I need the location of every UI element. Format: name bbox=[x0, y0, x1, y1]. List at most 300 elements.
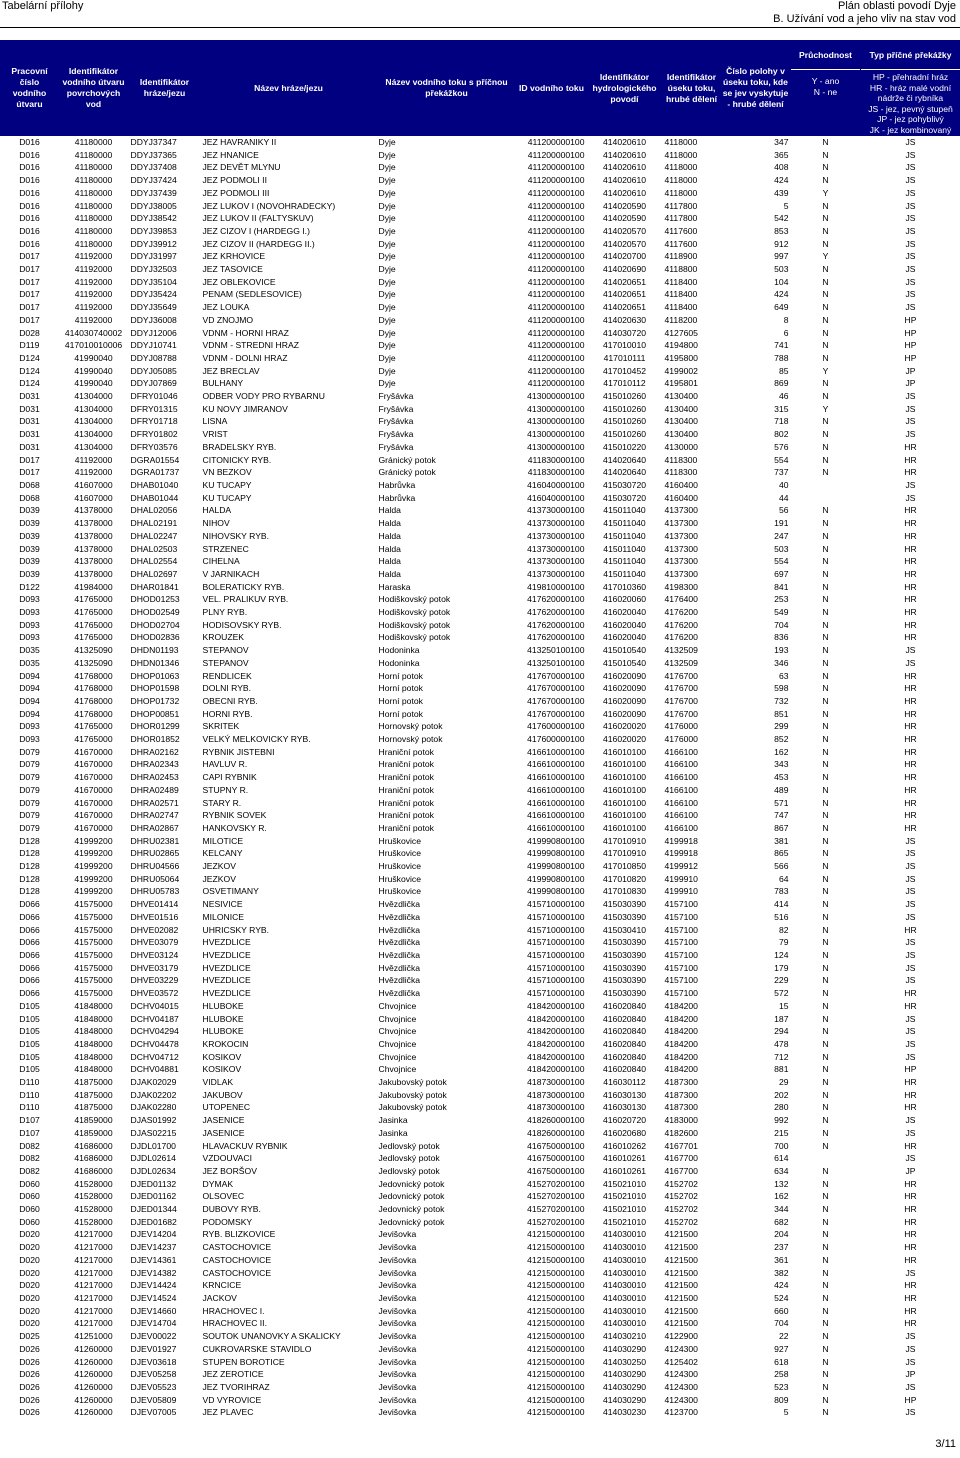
cell-dam-id: DDYJ12006 bbox=[130, 327, 177, 338]
cell-position-number: 503 bbox=[774, 543, 789, 554]
cell-work-number: D105 bbox=[19, 1038, 40, 1049]
cell-section-id: 4124300 bbox=[664, 1394, 698, 1405]
cell-water-body-id: 41260000 bbox=[74, 1369, 113, 1380]
cell-section-id: 4121500 bbox=[664, 1267, 698, 1278]
cell-dam-id: DHOP01732 bbox=[130, 695, 180, 706]
table-header-row bbox=[1, 41, 960, 136]
cell-dam-name: MILONICE bbox=[202, 911, 245, 922]
cell-dam-id: DDYJ35104 bbox=[130, 276, 177, 287]
cell-section-id: 4121500 bbox=[664, 1254, 698, 1265]
cell-passability: N bbox=[822, 594, 829, 605]
cell-watercourse-id: 412150000100 bbox=[527, 1242, 585, 1253]
cell-dam-id: DHVE03572 bbox=[130, 988, 179, 999]
cell-hydro-basin-id: 415030390 bbox=[602, 975, 646, 986]
cell-section-id: 4199910 bbox=[664, 886, 698, 897]
cell-section-id: 4130400 bbox=[664, 403, 698, 414]
cell-watercourse-id: 417620000100 bbox=[527, 619, 585, 630]
cell-hydro-basin-id: 416030130 bbox=[602, 1089, 646, 1100]
cell-position-number: 747 bbox=[774, 810, 789, 821]
cell-dam-id: DHOP01598 bbox=[130, 683, 180, 694]
cell-barrier-type: HR bbox=[904, 556, 917, 567]
cell-work-number: D016 bbox=[19, 162, 40, 173]
cell-watercourse-id: 413250100100 bbox=[527, 657, 585, 668]
cell-dam-name: STEPANOV bbox=[202, 645, 249, 656]
cell-dam-id: DHOR01852 bbox=[130, 734, 180, 745]
cell-watercourse-id: 413000000100 bbox=[527, 429, 585, 440]
cell-position-number: 704 bbox=[774, 619, 789, 630]
cell-water-body-id: 41304000 bbox=[74, 416, 113, 427]
cell-dam-id: DJEV14361 bbox=[130, 1254, 177, 1265]
cell-watercourse-name: Jevišovka bbox=[378, 1305, 417, 1316]
cell-dam-name: VDNM - HORNI HRAZ bbox=[202, 327, 289, 338]
cell-watercourse-name: Horní potok bbox=[378, 695, 423, 706]
cell-work-number: D031 bbox=[19, 416, 40, 427]
cell-dam-id: DDYJ10741 bbox=[130, 340, 177, 351]
cell-water-body-id: 41217000 bbox=[74, 1267, 113, 1278]
cell-section-id: 4118900 bbox=[664, 251, 698, 262]
table-row bbox=[1, 1000, 960, 1013]
cell-watercourse-name: Dyje bbox=[378, 238, 396, 249]
cell-watercourse-name: Hraniční potok bbox=[378, 822, 434, 833]
cell-dam-id: DFRY01046 bbox=[130, 391, 178, 402]
cell-water-body-id: 41848000 bbox=[74, 1064, 113, 1075]
cell-position-number: 15 bbox=[778, 1000, 789, 1011]
cell-passability: N bbox=[822, 873, 829, 884]
cell-position-number: 554 bbox=[774, 454, 789, 465]
cell-watercourse-id: 416750000100 bbox=[527, 1153, 585, 1164]
cell-watercourse-id: 412150000100 bbox=[527, 1280, 585, 1291]
cell-position-number: 64 bbox=[778, 873, 789, 884]
table-row bbox=[1, 543, 960, 556]
cell-water-body-id: 41260000 bbox=[74, 1407, 113, 1418]
table-row bbox=[1, 1228, 960, 1241]
cell-hydro-basin-id: 416020680 bbox=[602, 1127, 646, 1138]
cell-watercourse-name: Chvojnice bbox=[378, 1051, 417, 1062]
cell-dam-name: VD VYROVICE bbox=[202, 1394, 262, 1405]
cell-water-body-id: 41768000 bbox=[74, 708, 113, 719]
cell-dam-id: DHVE01516 bbox=[130, 911, 179, 922]
cell-passability: N bbox=[822, 1013, 829, 1024]
cell-passability: N bbox=[822, 886, 829, 897]
cell-dam-name: JEZ PODMOLI III bbox=[202, 187, 270, 198]
cell-position-number: 29 bbox=[778, 1077, 789, 1088]
cell-barrier-type: JS bbox=[905, 975, 916, 986]
passability-title: Průchodnost bbox=[791, 41, 860, 70]
cell-work-number: D031 bbox=[19, 403, 40, 414]
cell-passability: N bbox=[822, 1216, 829, 1227]
cell-watercourse-name: Jedovnický potok bbox=[378, 1216, 445, 1227]
cell-dam-id: DHRA02489 bbox=[130, 784, 179, 795]
cell-watercourse-id: 413730000100 bbox=[527, 505, 585, 516]
cell-work-number: D079 bbox=[19, 759, 40, 770]
cell-watercourse-id: 411200000100 bbox=[527, 314, 585, 325]
cell-section-id: 4121500 bbox=[664, 1305, 698, 1316]
table-row bbox=[1, 390, 960, 403]
cell-position-number: 193 bbox=[774, 645, 789, 656]
cell-watercourse-name: Jevišovka bbox=[378, 1292, 417, 1303]
cell-hydro-basin-id: 415030390 bbox=[602, 962, 646, 973]
cell-barrier-type: JS bbox=[905, 962, 916, 973]
cell-water-body-id: 41686000 bbox=[74, 1165, 113, 1176]
cell-watercourse-name: Hvězdlička bbox=[378, 950, 421, 960]
cell-barrier-type: JS bbox=[905, 175, 916, 186]
cell-barrier-type: HR bbox=[904, 1292, 917, 1303]
cell-section-id: 4132509 bbox=[664, 645, 698, 656]
cell-passability: N bbox=[822, 340, 829, 351]
cell-position-number: 572 bbox=[774, 988, 789, 999]
cell-dam-id: DJED01132 bbox=[130, 1178, 177, 1189]
cell-dam-id: DCHV04015 bbox=[130, 1000, 179, 1011]
cell-dam-id: DGRA01737 bbox=[130, 467, 180, 478]
cell-dam-name: HVEZDLICE bbox=[202, 950, 251, 960]
cell-dam-name: JEZ LOUKA bbox=[202, 302, 250, 313]
cell-passability: N bbox=[822, 467, 829, 478]
cell-watercourse-id: 415710000100 bbox=[527, 962, 585, 973]
cell-watercourse-name: Dyje bbox=[378, 162, 396, 173]
table-row bbox=[1, 1241, 960, 1254]
cell-barrier-type: HP bbox=[904, 1394, 917, 1405]
cell-work-number: D020 bbox=[19, 1305, 40, 1316]
cell-water-body-id: 41378000 bbox=[74, 556, 113, 567]
cell-barrier-type: JS bbox=[905, 1153, 916, 1164]
cell-water-body-id: 41260000 bbox=[74, 1343, 113, 1354]
cell-passability: N bbox=[822, 391, 829, 402]
cell-watercourse-name: Jevišovka bbox=[378, 1331, 417, 1342]
cell-watercourse-name: Hraniční potok bbox=[378, 759, 434, 770]
cell-position-number: 253 bbox=[774, 594, 789, 605]
table-row bbox=[1, 225, 960, 238]
cell-hydro-basin-id: 414030010 bbox=[602, 1292, 646, 1303]
cell-water-body-id: 41875000 bbox=[74, 1077, 113, 1088]
cell-work-number: D039 bbox=[19, 518, 40, 529]
cell-section-id: 4176700 bbox=[664, 670, 698, 681]
cell-passability: Y bbox=[822, 403, 829, 414]
cell-water-body-id: 41217000 bbox=[74, 1305, 113, 1316]
cell-section-id: 4121500 bbox=[664, 1280, 698, 1291]
cell-section-id: 4183000 bbox=[664, 1115, 698, 1126]
cell-water-body-id: 41378000 bbox=[74, 518, 113, 529]
cell-watercourse-id: 416750000100 bbox=[527, 1140, 585, 1151]
cell-section-id: 4121500 bbox=[664, 1318, 698, 1329]
cell-barrier-type: JS bbox=[905, 1331, 916, 1342]
cell-water-body-id: 41192000 bbox=[74, 276, 113, 287]
table-row bbox=[1, 593, 960, 606]
cell-hydro-basin-id: 417010360 bbox=[602, 581, 646, 592]
cell-dam-name: CASTOCHOVICE bbox=[202, 1254, 272, 1265]
cell-dam-id: DFRY01802 bbox=[130, 429, 178, 440]
table-row bbox=[1, 898, 960, 911]
table-row bbox=[1, 1216, 960, 1229]
cell-watercourse-name: Chvojnice bbox=[378, 1013, 417, 1024]
cell-hydro-basin-id: 415030390 bbox=[602, 911, 646, 922]
cell-position-number: 489 bbox=[774, 784, 789, 795]
cell-work-number: D066 bbox=[19, 924, 40, 935]
table-row bbox=[1, 835, 960, 848]
cell-section-id: 4118400 bbox=[664, 302, 698, 313]
cell-section-id: 4152702 bbox=[664, 1191, 698, 1202]
cell-dam-name: NESIVICE bbox=[202, 899, 243, 910]
cell-water-body-id: 41325090 bbox=[74, 657, 113, 668]
cell-dam-id: DHRA02571 bbox=[130, 797, 179, 808]
cell-watercourse-name: Dyje bbox=[378, 302, 396, 313]
cell-watercourse-id: 411200000100 bbox=[527, 352, 585, 363]
cell-work-number: D016 bbox=[19, 137, 40, 147]
cell-watercourse-id: 415710000100 bbox=[527, 950, 585, 960]
cell-section-id: 4118300 bbox=[664, 454, 698, 465]
table-row bbox=[1, 936, 960, 949]
cell-dam-name: UTOPENEC bbox=[202, 1102, 251, 1113]
cell-water-body-id: 41192000 bbox=[74, 467, 113, 478]
table-row bbox=[1, 860, 960, 873]
cell-watercourse-name: Hodiškovský potok bbox=[378, 632, 451, 643]
cell-position-number: 347 bbox=[774, 137, 789, 147]
cell-watercourse-id: 419810000100 bbox=[527, 581, 585, 592]
cell-dam-name: HLUBOKE bbox=[202, 1013, 244, 1024]
table-row bbox=[1, 911, 960, 924]
cell-dam-id: DCHV04712 bbox=[130, 1051, 179, 1062]
cell-watercourse-id: 412150000100 bbox=[527, 1369, 585, 1380]
cell-watercourse-id: 411200000100 bbox=[527, 264, 585, 275]
cell-watercourse-name: Horní potok bbox=[378, 670, 423, 681]
cell-watercourse-id: 413730000100 bbox=[527, 568, 585, 579]
cell-work-number: D020 bbox=[19, 1229, 40, 1240]
cell-passability: N bbox=[822, 772, 829, 783]
cell-work-number: D020 bbox=[19, 1318, 40, 1329]
cell-hydro-basin-id: 416010100 bbox=[602, 759, 646, 770]
cell-dam-id: DJDL02634 bbox=[130, 1165, 176, 1176]
cell-hydro-basin-id: 415021010 bbox=[602, 1204, 646, 1215]
header-right-line1: Plán oblasti povodí Dyje bbox=[837, 0, 956, 12]
cell-barrier-type: JS bbox=[905, 1127, 916, 1138]
cell-dam-name: HVEZDLICE bbox=[202, 988, 251, 999]
cell-dam-id: DHAL02503 bbox=[130, 543, 178, 554]
cell-passability: N bbox=[822, 149, 829, 160]
cell-watercourse-name: Jasinka bbox=[378, 1115, 408, 1126]
table-row bbox=[1, 682, 960, 695]
cell-barrier-type: JS bbox=[905, 1381, 916, 1392]
cell-section-id: 4176000 bbox=[664, 721, 698, 732]
cell-hydro-basin-id: 414020610 bbox=[602, 187, 646, 198]
cell-position-number: 381 bbox=[774, 835, 789, 846]
cell-position-number: 524 bbox=[774, 1292, 789, 1303]
cell-dam-id: DHOD01253 bbox=[130, 594, 180, 605]
table-row bbox=[1, 1394, 960, 1407]
cell-dam-id: DJED01344 bbox=[130, 1204, 177, 1215]
cell-watercourse-name: Hodiškovský potok bbox=[378, 619, 451, 630]
cell-position-number: 424 bbox=[774, 175, 789, 186]
cell-barrier-type: HR bbox=[904, 683, 917, 694]
cell-barrier-type: HR bbox=[904, 1254, 917, 1265]
table-row bbox=[1, 974, 960, 987]
cell-barrier-type: HR bbox=[904, 632, 917, 643]
cell-work-number: D031 bbox=[19, 391, 40, 402]
cell-water-body-id: 41217000 bbox=[74, 1292, 113, 1303]
cell-water-body-id: 41990040 bbox=[74, 352, 113, 363]
cell-water-body-id: 41378000 bbox=[74, 568, 113, 579]
cell-water-body-id: 41192000 bbox=[74, 289, 113, 300]
cell-hydro-basin-id: 414030010 bbox=[602, 1242, 646, 1253]
cell-passability: N bbox=[822, 848, 829, 859]
cell-dam-id: DDYJ37408 bbox=[130, 162, 177, 173]
cell-position-number: 132 bbox=[774, 1178, 789, 1189]
cell-passability: N bbox=[822, 1077, 829, 1088]
cell-watercourse-id: 416040000100 bbox=[527, 479, 585, 490]
cell-watercourse-name: Jedovnický potok bbox=[378, 1191, 445, 1202]
cell-work-number: D020 bbox=[19, 1242, 40, 1253]
cell-watercourse-name: Jevišovka bbox=[378, 1229, 417, 1240]
cell-section-id: 4176200 bbox=[664, 607, 698, 618]
cell-section-id: 4199918 bbox=[664, 848, 698, 859]
cell-watercourse-name: Hvězdlička bbox=[378, 899, 421, 910]
cell-water-body-id: 41670000 bbox=[74, 784, 113, 795]
cell-position-number: 881 bbox=[774, 1064, 789, 1075]
table-row bbox=[1, 733, 960, 746]
passability-legend-yes: Y - ano bbox=[811, 76, 840, 86]
cell-watercourse-name: Hruškovice bbox=[378, 861, 422, 872]
cell-passability: N bbox=[822, 861, 829, 872]
cell-position-number: 82 bbox=[778, 924, 789, 935]
cell-watercourse-name: Hornovský potok bbox=[378, 721, 443, 732]
cell-dam-id: DJEV07005 bbox=[130, 1407, 177, 1418]
cell-dam-name: JASENICE bbox=[202, 1127, 245, 1138]
table-row bbox=[1, 479, 960, 492]
cell-barrier-type: HR bbox=[904, 530, 917, 541]
cell-watercourse-id: 418260000100 bbox=[527, 1127, 585, 1138]
cell-barrier-type: HR bbox=[904, 1178, 917, 1189]
col-header-dam-id: Identifikátor hráze/jezu bbox=[129, 41, 201, 136]
cell-barrier-type: HR bbox=[904, 810, 917, 821]
cell-passability: N bbox=[822, 289, 829, 300]
cell-dam-id: DHOP01063 bbox=[130, 670, 180, 681]
cell-position-number: 576 bbox=[774, 441, 789, 452]
cell-barrier-type: HR bbox=[904, 594, 917, 605]
cell-water-body-id: 41999200 bbox=[74, 835, 113, 846]
cell-water-body-id: 41528000 bbox=[74, 1178, 113, 1189]
cell-hydro-basin-id: 414020640 bbox=[602, 454, 646, 465]
cell-section-id: 4152702 bbox=[664, 1204, 698, 1215]
cell-watercourse-name: Fryšávka bbox=[378, 391, 414, 402]
cell-work-number: D026 bbox=[19, 1381, 40, 1392]
cell-section-id: 4176000 bbox=[664, 734, 698, 745]
cell-passability: N bbox=[822, 784, 829, 795]
cell-section-id: 4166100 bbox=[664, 810, 698, 821]
cell-hydro-basin-id: 415021010 bbox=[602, 1191, 646, 1202]
cell-dam-id: DDYJ37347 bbox=[130, 137, 177, 147]
cell-dam-name: JAKUBOV bbox=[202, 1089, 243, 1100]
cell-position-number: 853 bbox=[774, 225, 789, 236]
cell-work-number: D016 bbox=[19, 187, 40, 198]
cell-water-body-id: 41670000 bbox=[74, 759, 113, 770]
cell-passability: N bbox=[822, 1381, 829, 1392]
cell-work-number: D093 bbox=[19, 632, 40, 643]
cell-passability: N bbox=[822, 746, 829, 757]
cell-passability: N bbox=[822, 822, 829, 833]
cell-barrier-type: HP bbox=[904, 340, 917, 351]
cell-barrier-type: JS bbox=[905, 1267, 916, 1278]
cell-watercourse-id: 412150000100 bbox=[527, 1394, 585, 1405]
cell-work-number: D107 bbox=[19, 1127, 40, 1138]
cell-watercourse-id: 418420000100 bbox=[527, 1051, 585, 1062]
cell-watercourse-name: Halda bbox=[378, 568, 401, 579]
cell-passability: Y bbox=[822, 187, 829, 198]
cell-watercourse-name: Halda bbox=[378, 530, 401, 541]
cell-section-id: 4194800 bbox=[664, 340, 698, 351]
cell-work-number: D016 bbox=[19, 225, 40, 236]
cell-dam-id: DDYJ35649 bbox=[130, 302, 177, 313]
cell-dam-name: VEL. PRALIKUV RYB. bbox=[202, 594, 289, 605]
cell-dam-name: JEZKOV bbox=[202, 861, 236, 872]
cell-barrier-type: HR bbox=[904, 505, 917, 516]
cell-barrier-type: HR bbox=[904, 607, 917, 618]
table-row bbox=[1, 530, 960, 543]
cell-dam-name: KU TUCAPY bbox=[202, 479, 252, 490]
cell-dam-name: V JARNIKACH bbox=[202, 568, 260, 579]
table-row bbox=[1, 631, 960, 644]
cell-work-number: D094 bbox=[19, 683, 40, 694]
cell-hydro-basin-id: 416020840 bbox=[602, 1013, 646, 1024]
cell-dam-name: PENAM (SEDLESOVICE) bbox=[202, 289, 302, 300]
cell-watercourse-id: 413000000100 bbox=[527, 391, 585, 402]
cell-watercourse-id: 412150000100 bbox=[527, 1229, 585, 1240]
cell-passability: Y bbox=[822, 251, 829, 262]
cell-barrier-type: JS bbox=[905, 251, 916, 262]
cell-work-number: D094 bbox=[19, 670, 40, 681]
cell-hydro-basin-id: 414030010 bbox=[602, 1254, 646, 1265]
cell-section-id: 4130400 bbox=[664, 391, 698, 402]
cell-hydro-basin-id: 415030410 bbox=[602, 924, 646, 935]
table-row bbox=[1, 1025, 960, 1038]
cell-work-number: D107 bbox=[19, 1115, 40, 1126]
cell-barrier-type: JS bbox=[905, 873, 916, 884]
table-row bbox=[1, 568, 960, 581]
cell-hydro-basin-id: 414020640 bbox=[602, 467, 646, 478]
cell-hydro-basin-id: 417010010 bbox=[602, 340, 646, 351]
cell-watercourse-id: 411200000100 bbox=[527, 200, 585, 211]
cell-watercourse-id: 417600000100 bbox=[527, 721, 585, 732]
table-row bbox=[1, 403, 960, 416]
cell-work-number: D066 bbox=[19, 962, 40, 973]
cell-section-id: 4157100 bbox=[664, 937, 698, 948]
table-row bbox=[1, 377, 960, 390]
cell-dam-name: STARY R. bbox=[202, 797, 242, 808]
cell-passability bbox=[791, 1152, 861, 1165]
cell-water-body-id: 41575000 bbox=[74, 937, 113, 948]
cell-passability: N bbox=[822, 937, 829, 948]
table-row bbox=[1, 1292, 960, 1305]
cell-barrier-type: HR bbox=[904, 543, 917, 554]
cell-section-id: 4137300 bbox=[664, 530, 698, 541]
cell-watercourse-name: Dyje bbox=[378, 137, 396, 147]
header-right bbox=[773, 0, 956, 26]
cell-position-number: 997 bbox=[774, 251, 789, 262]
table-row bbox=[1, 670, 960, 683]
cell-barrier-type: JS bbox=[905, 391, 916, 402]
cell-dam-name: DOLNI RYB. bbox=[202, 683, 252, 694]
cell-watercourse-name: Jevišovka bbox=[378, 1343, 417, 1354]
cell-dam-name: DYMAK bbox=[202, 1178, 234, 1189]
cell-water-body-id: 41251000 bbox=[74, 1331, 113, 1342]
table-row bbox=[1, 1279, 960, 1292]
cell-dam-id: DHOP00851 bbox=[130, 708, 180, 719]
cell-barrier-type: HR bbox=[904, 568, 917, 579]
cell-work-number: D039 bbox=[19, 505, 40, 516]
cell-watercourse-name: Hodoninka bbox=[378, 657, 420, 668]
cell-watercourse-name: Jevišovka bbox=[378, 1318, 417, 1329]
cell-dam-name: KOSIKOV bbox=[202, 1051, 242, 1062]
cell-watercourse-id: 418420000100 bbox=[527, 1064, 585, 1075]
cell-water-body-id: 41528000 bbox=[74, 1191, 113, 1202]
cell-dam-name: OBECNI RYB. bbox=[202, 695, 258, 706]
